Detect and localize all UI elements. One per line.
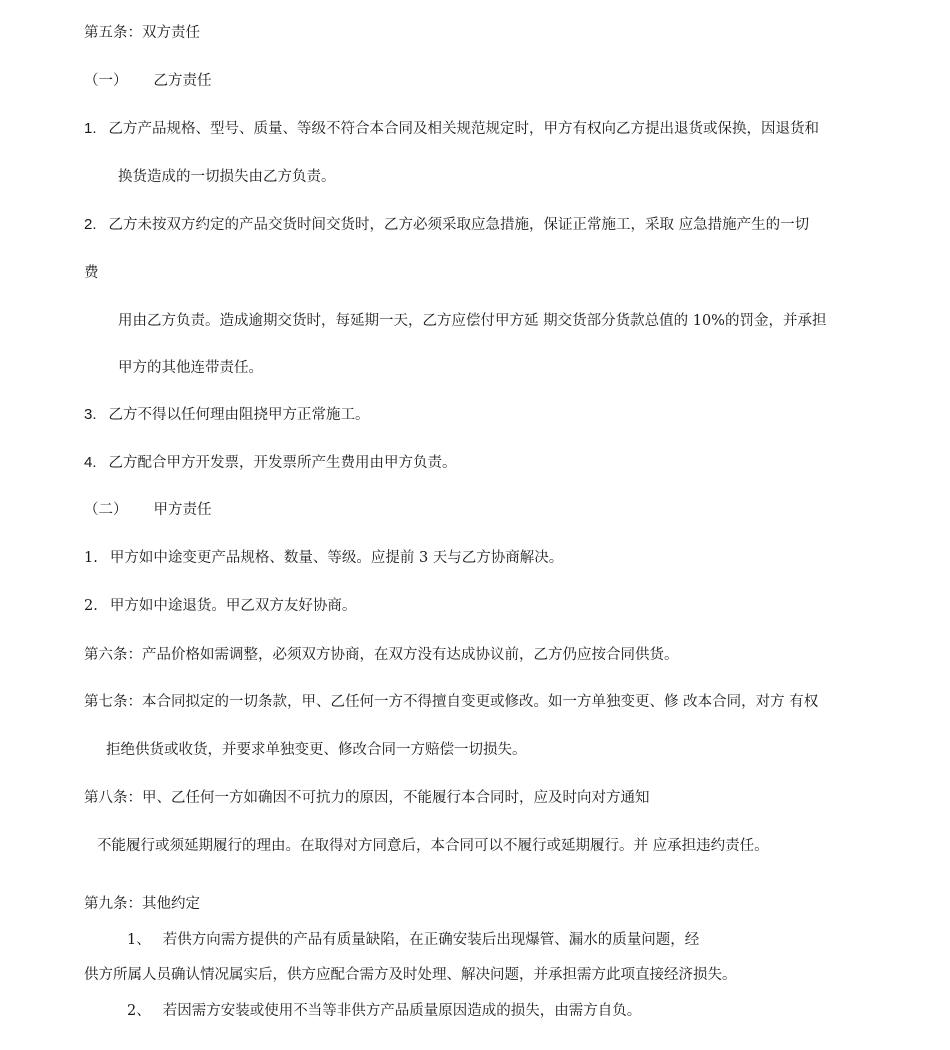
article-8-line-2: 不能履行或须延期履行的理由。在取得对方同意后，本合同可以不履行或延期履行。并 应承担违约责任。 (97, 838, 769, 854)
section-label: （一） (84, 73, 128, 89)
item-number: 2、 (127, 1003, 151, 1019)
section-party-a-heading (84, 500, 212, 520)
item-text: 甲方如中途变更产品规格、数量、等级。应提前 3 天与乙方协商解决。 (109, 550, 564, 566)
item-continuation: 供方所属人员确认情况属实后，供方应配合需方及时处理、解决问题，并承担需方此项直接经济损失。 (84, 967, 737, 983)
list-item (127, 930, 699, 950)
list-item (127, 1001, 641, 1021)
item-continuation: 用由乙方负责。造成逾期交货时，每延期一天，乙方应偿付甲方延 期交货部分货款总值的 10%的罚金，并承担 (118, 313, 827, 329)
item-text: 若供方向需方提供的产品有质量缺陷，在正确安装后出现爆管、漏水的质量问题，经 (162, 932, 700, 948)
item-number: 2. (84, 598, 98, 614)
list-item (84, 596, 356, 616)
item-text: 若因需方安装或使用不当等非供方产品质量原因造成的损失，由需方自负。 (162, 1003, 642, 1019)
item-number: 1. (84, 550, 98, 566)
list-item (84, 548, 563, 568)
article-7-line-2: 拒绝供货或收货，并要求单独变更、修改合同一方赔偿一切损失。 (106, 742, 527, 758)
article-9-heading: 第九条：其他约定 (84, 896, 200, 912)
item-number: 3. (84, 406, 97, 423)
article-7-line-1: 第七条：本合同拟定的一切条款，甲、乙任何一方不得擅自变更或修改。如一方单独变更、修 改本合同，对方 有权 (84, 694, 819, 710)
item-number: 4. (84, 454, 97, 471)
item-continuation: 甲方的其他连带责任。 (118, 360, 263, 376)
item-text: 乙方配合甲方开发票，开发票所产生费用由甲方负责。 (108, 455, 457, 471)
list-item (84, 119, 819, 139)
item-text: 甲方如中途退货。甲乙双方友好协商。 (109, 598, 357, 614)
article-5-heading: 第五条：双方责任 (84, 25, 200, 41)
item-number: 2. (84, 216, 97, 233)
item-text: 乙方不得以任何理由阻挠甲方正常施工。 (108, 407, 370, 423)
list-item (84, 453, 457, 473)
section-title: 乙方责任 (153, 73, 212, 89)
item-continuation: 换货造成的一切损失由乙方负责。 (118, 169, 336, 185)
article-6: 第六条：产品价格如需调整，必须双方协商，在双方没有达成协议前，乙方仍应按合同供货。 (84, 647, 679, 663)
item-number: 1、 (127, 932, 151, 948)
item-text: 乙方产品规格、型号、质量、等级不符合本合同及相关规范规定时，甲方有权向乙方提出退货或保换，因退货和 (108, 121, 820, 137)
section-title: 甲方责任 (153, 502, 212, 518)
list-item (84, 405, 370, 425)
list-item (84, 215, 809, 235)
section-party-b-heading (84, 71, 212, 91)
item-number: 1. (84, 120, 97, 137)
item-text: 乙方未按双方约定的产品交货时间交货时，乙方必须采取应急措施，保证正常施工，采取 应急措施产生的一切 (108, 217, 810, 233)
item-wrap-char: 费 (84, 265, 99, 281)
section-label: （二） (84, 502, 128, 518)
article-8-line-1: 第八条：甲、乙任何一方如确因不可抗力的原因，不能履行本合同时，应及时向对方通知 (84, 790, 650, 806)
